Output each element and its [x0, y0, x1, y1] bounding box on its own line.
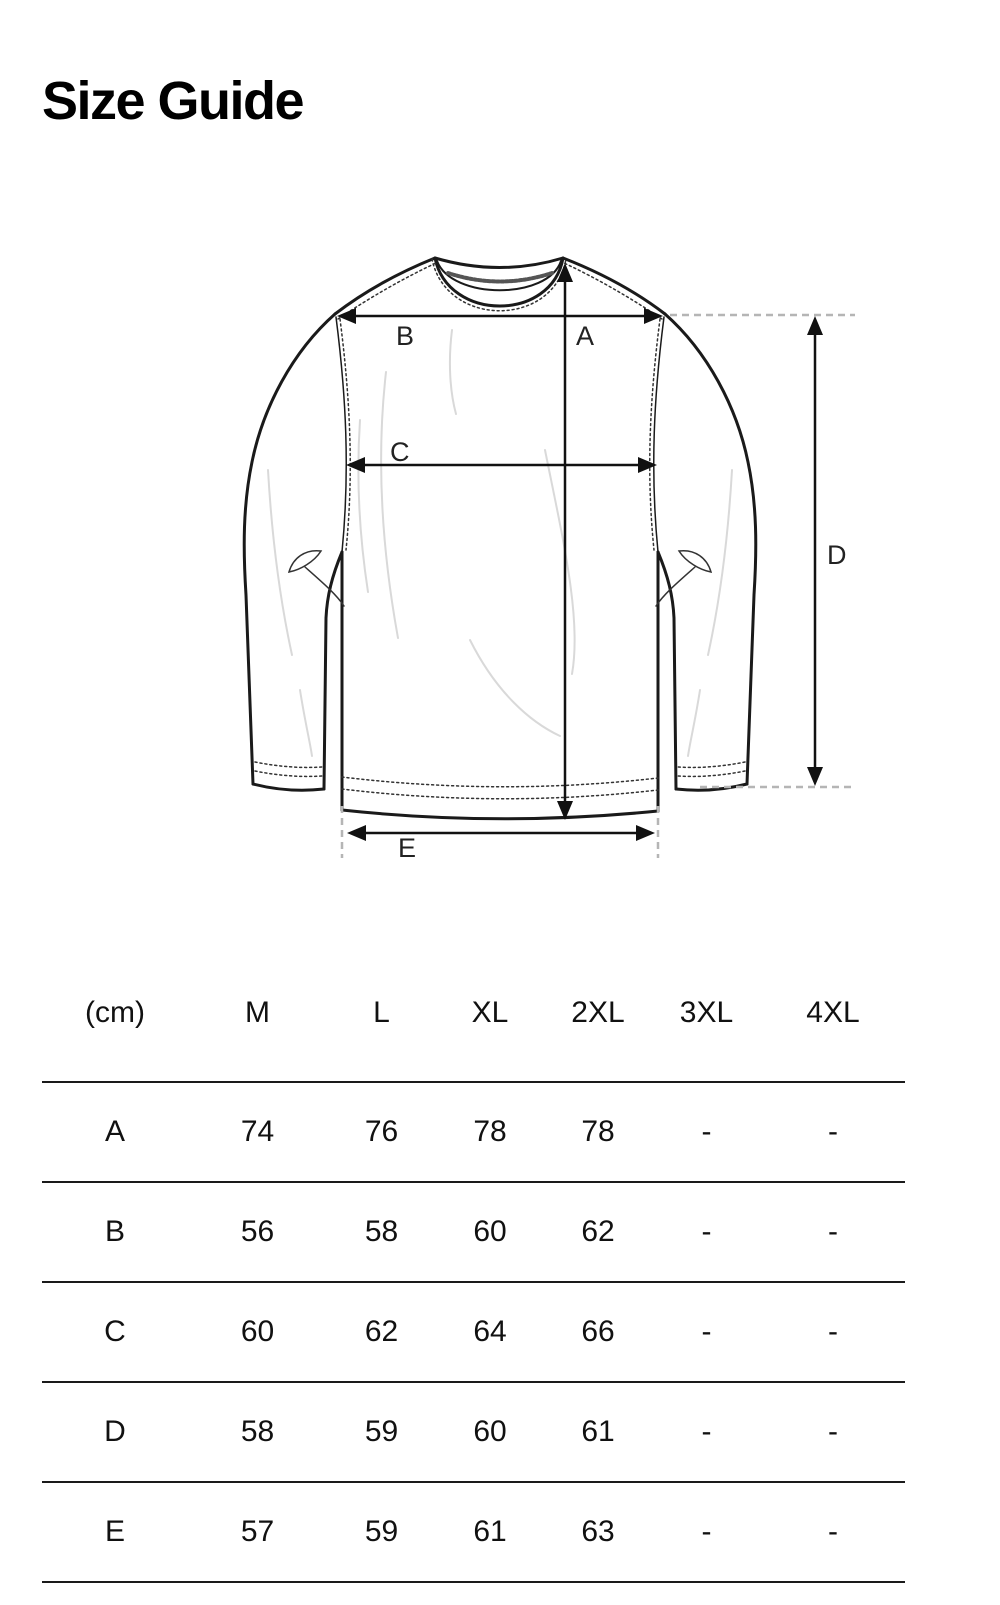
cell-value: -	[652, 1082, 761, 1182]
label-c: C	[390, 437, 410, 467]
size-header-xl: XL	[436, 945, 544, 1082]
unit-header-cell: (cm)	[42, 945, 188, 1082]
left-cuff-stitch-1	[255, 762, 322, 767]
cell-value: 61	[436, 1482, 544, 1582]
cell-value: 64	[436, 1282, 544, 1382]
row-label: D	[42, 1382, 188, 1482]
right-armhole-seam	[654, 317, 664, 552]
cell-value: -	[761, 1382, 905, 1482]
cell-value: 58	[327, 1182, 436, 1282]
seam-stitching	[255, 263, 745, 799]
arrow-e	[347, 825, 655, 841]
cell-value: 60	[436, 1182, 544, 1282]
table-row-e	[42, 1482, 905, 1582]
cell-value: 62	[327, 1282, 436, 1382]
size-table-body	[42, 1082, 905, 1582]
size-table	[42, 945, 905, 1583]
label-a: A	[576, 321, 595, 351]
table-row-a	[42, 1082, 905, 1182]
cell-value: -	[652, 1382, 761, 1482]
size-header-l: L	[327, 945, 436, 1082]
cell-value: 60	[188, 1282, 327, 1382]
cell-value: -	[652, 1182, 761, 1282]
right-cuff-stitch-2	[678, 771, 745, 776]
hem-bottom	[342, 810, 658, 819]
row-label: C	[42, 1282, 188, 1382]
armpit-folds	[289, 551, 711, 606]
right-shoulder-line	[563, 258, 665, 314]
size-header-4xl: 4XL	[761, 945, 905, 1082]
left-armhole-seam	[336, 317, 346, 552]
cell-value: 78	[436, 1082, 544, 1182]
fabric-creases	[268, 330, 732, 756]
cell-value: 58	[188, 1382, 327, 1482]
page-title: Size Guide	[42, 71, 304, 131]
cell-value: -	[652, 1482, 761, 1582]
label-d: D	[827, 540, 847, 570]
cell-value: 60	[436, 1382, 544, 1482]
cell-value: -	[761, 1182, 905, 1282]
cell-value: 59	[327, 1482, 436, 1582]
left-cuff-stitch-2	[255, 771, 322, 776]
size-table-header	[42, 945, 905, 1082]
label-b: B	[396, 321, 415, 351]
cell-value: 57	[188, 1482, 327, 1582]
table-row-c	[42, 1282, 905, 1382]
right-cuff-stitch-1	[678, 762, 745, 767]
header-row	[42, 945, 905, 1082]
arrow-b	[337, 308, 663, 324]
table-row-b	[42, 1182, 905, 1282]
cell-value: 63	[544, 1482, 652, 1582]
guide-lines	[342, 315, 855, 858]
arrow-d	[807, 316, 823, 786]
row-label: E	[42, 1482, 188, 1582]
cell-value: 76	[327, 1082, 436, 1182]
size-header-m: M	[188, 945, 327, 1082]
label-e: E	[398, 833, 417, 863]
left-cuff-bottom	[253, 784, 324, 790]
size-header-2xl: 2XL	[544, 945, 652, 1082]
cell-value: -	[761, 1082, 905, 1182]
cell-value: 59	[327, 1382, 436, 1482]
cell-value: 61	[544, 1382, 652, 1482]
cell-value: 56	[188, 1182, 327, 1282]
cell-value: 66	[544, 1282, 652, 1382]
right-sleeve-outer	[665, 314, 756, 784]
row-label: B	[42, 1182, 188, 1282]
cell-value: -	[761, 1482, 905, 1582]
cell-value: -	[761, 1282, 905, 1382]
left-sleeve-inner	[324, 552, 342, 789]
size-header-3xl: 3XL	[652, 945, 761, 1082]
table-row-d	[42, 1382, 905, 1482]
shirt-outline	[244, 258, 756, 819]
hem-stitch-1	[342, 777, 658, 787]
cell-value: 78	[544, 1082, 652, 1182]
back-neck-curve	[435, 258, 563, 268]
row-label: A	[42, 1082, 188, 1182]
cell-value: -	[652, 1282, 761, 1382]
hem-stitch-2	[342, 789, 658, 799]
left-shoulder-line	[335, 258, 435, 314]
cell-value: 74	[188, 1082, 327, 1182]
cell-value: 62	[544, 1182, 652, 1282]
collar-band-stitch	[448, 273, 552, 282]
left-sleeve-outer	[244, 314, 335, 784]
right-sleeve-inner	[658, 552, 676, 789]
